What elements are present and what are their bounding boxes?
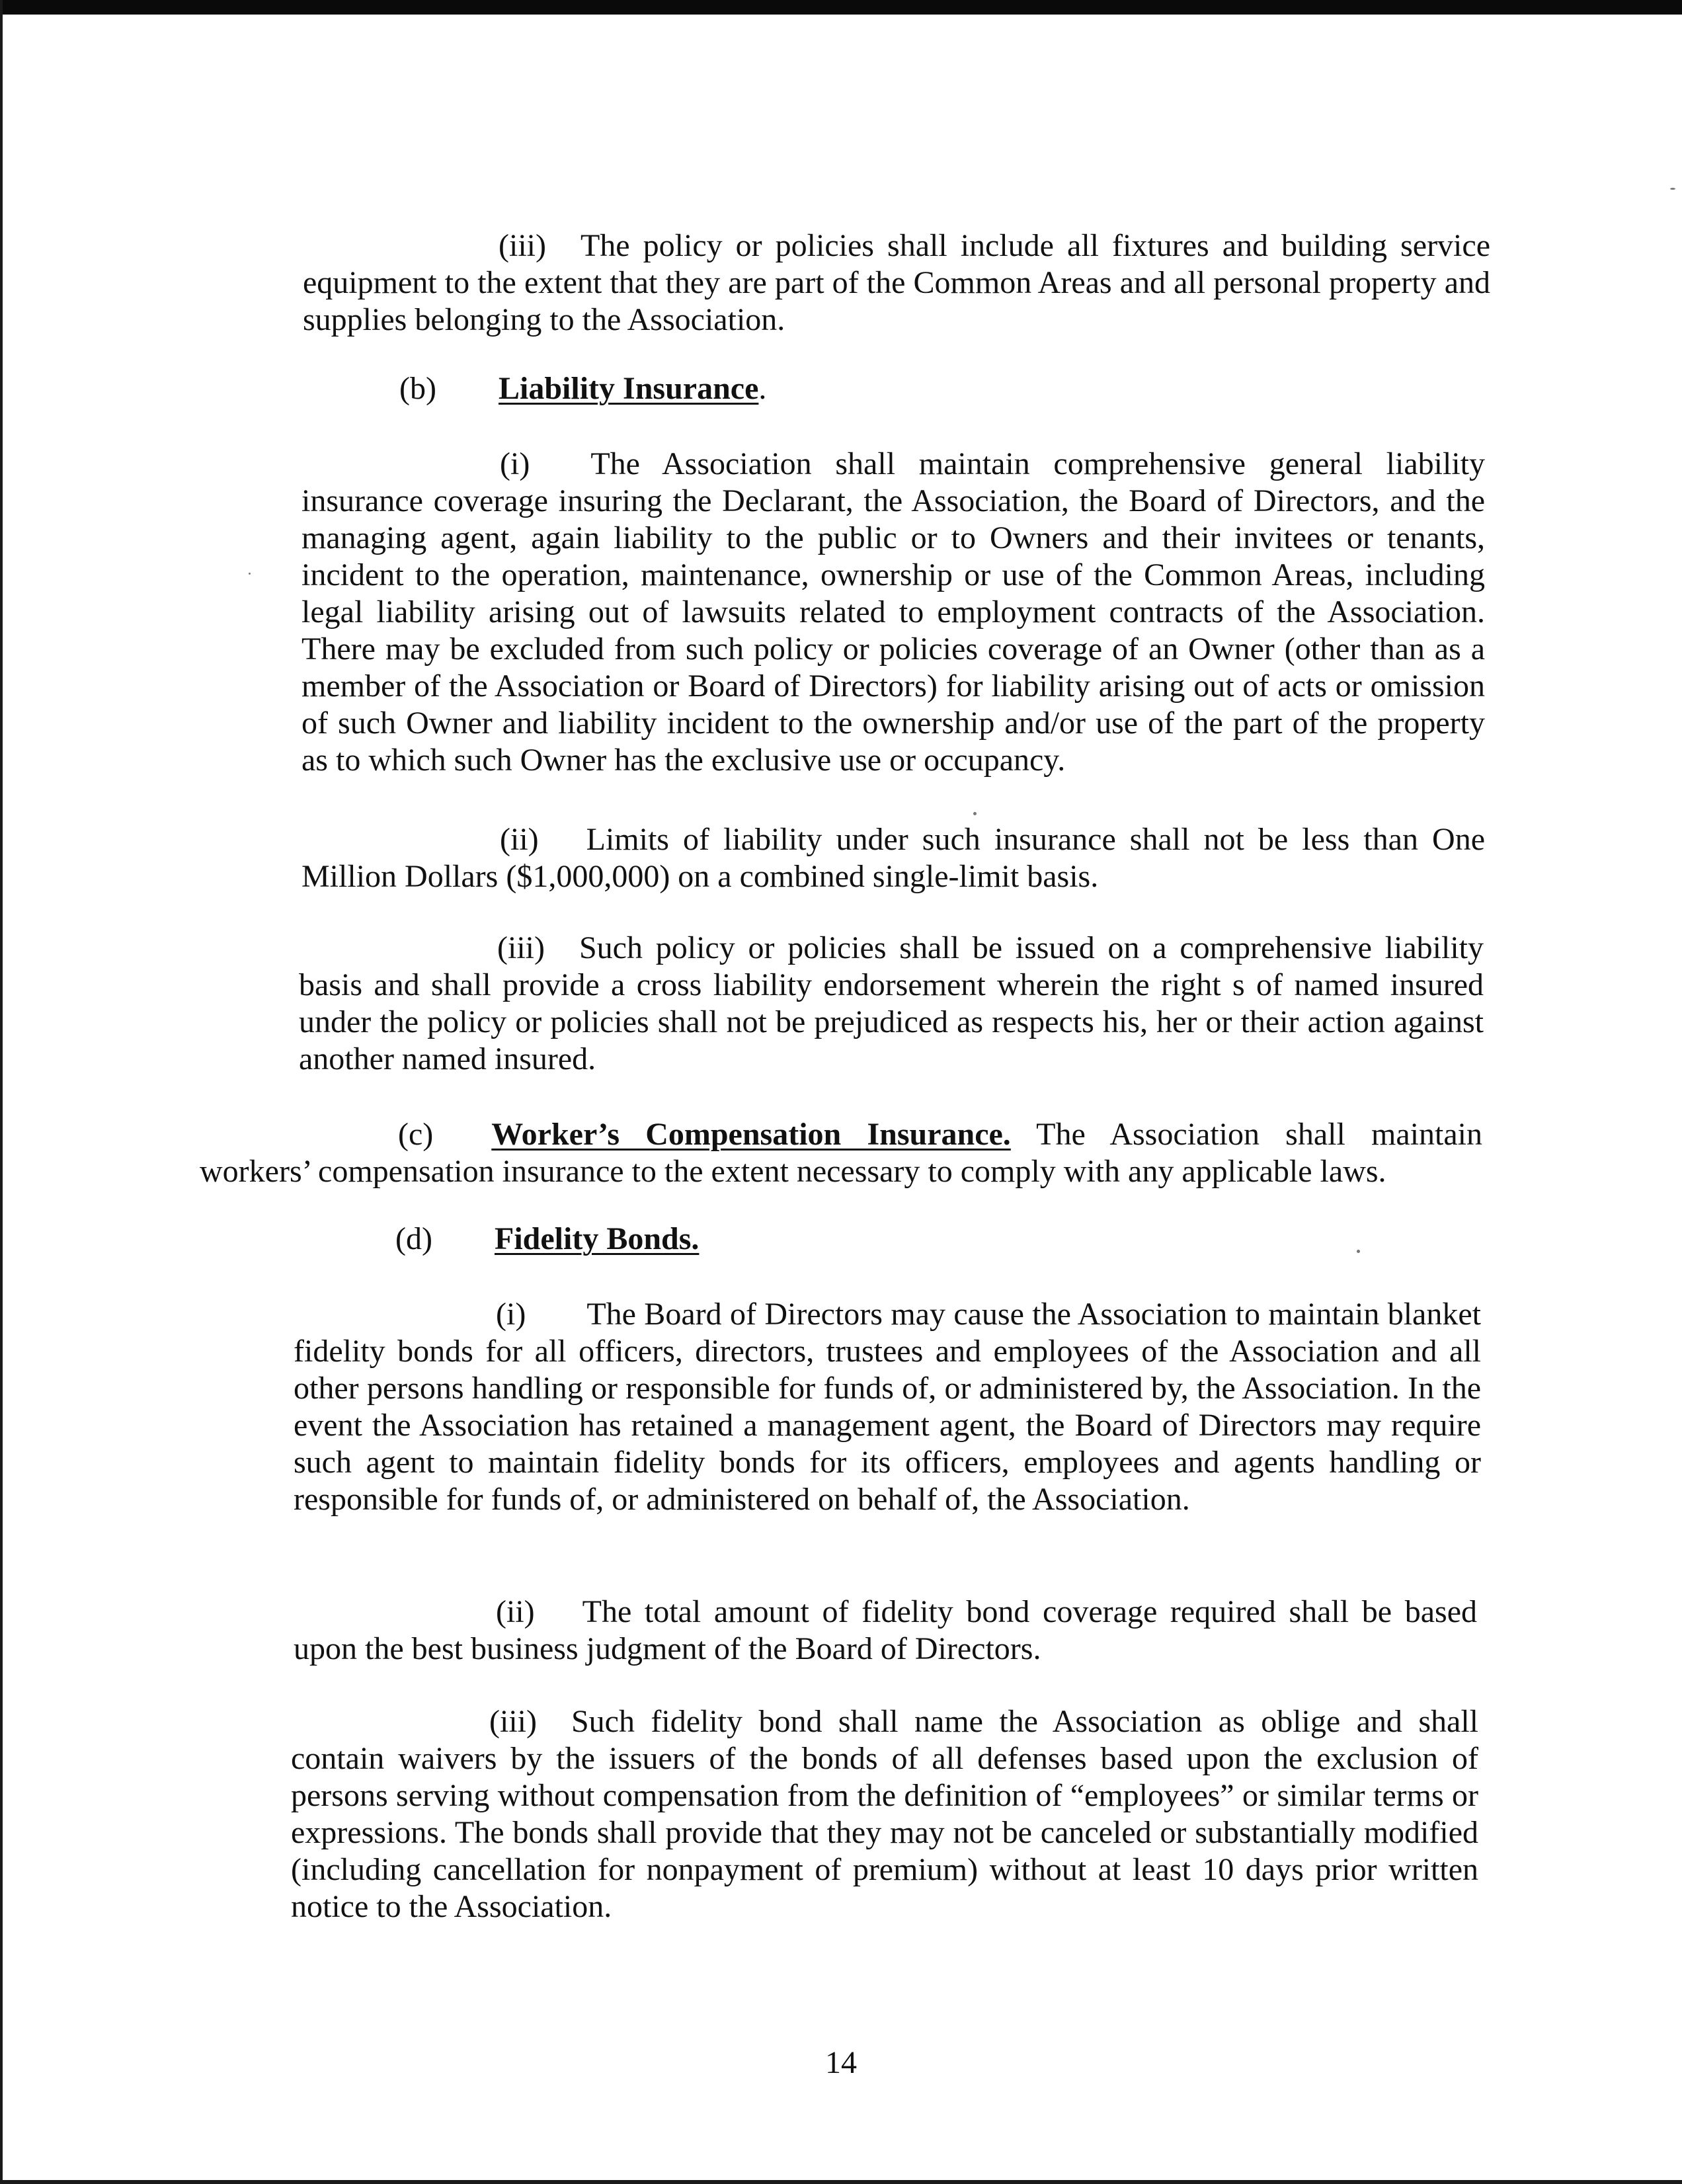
- section-title-suffix: .: [758, 371, 767, 406]
- clause-label: (iii): [499, 228, 546, 263]
- scan-speck: [249, 573, 251, 575]
- clause-text: The policy or policies shall include all fixtures and building service equipment to the extent that they are part of the Common Areas and all personal property and supplies belonging to the Association.: [303, 228, 1490, 337]
- clause-label: (ii): [496, 1594, 535, 1629]
- section-text: The Association shall maintain workers’ compensation insurance to the extent necessary to comply with any applicable laws.: [200, 1117, 1482, 1189]
- page-number: 14: [825, 2045, 857, 2080]
- scan-speck: [1670, 188, 1675, 190]
- section-title: Liability Insurance: [499, 371, 759, 406]
- scan-speck: [973, 812, 977, 815]
- clause-label: (iii): [489, 1704, 537, 1739]
- section-title: Worker’s Compensation Insurance.: [491, 1117, 1011, 1152]
- clause-label: (i): [496, 1297, 526, 1332]
- heading-b: [399, 370, 766, 407]
- section-mark: (d): [395, 1221, 432, 1256]
- clause-text: Such policy or policies shall be issued on a comprehensive liability basis and shall provide a cross liability endorsement wherein the right s of named insured under the policy or policies shall not be prejudiced as respects his, her or their action against another named insured.: [299, 930, 1484, 1076]
- paragraph-b-i: [301, 446, 1485, 779]
- clause-text: Such fidelity bond shall name the Association as oblige and shall contain waivers by the issuers of the bonds of all defenses based upon the exclusion of persons serving without compensation from the definition of “employees” or similar terms or expressions. The bonds shall provide that they may not be canceled or substantially modified (including cancellation for nonpayment of premium) without at least 10 days prior written notice to the Association.: [291, 1704, 1478, 1924]
- paragraph-d-i: [294, 1296, 1481, 1518]
- section-title: Fidelity Bonds.: [495, 1221, 700, 1256]
- clause-label: (iii): [497, 930, 545, 965]
- paragraph-b-iii: [299, 930, 1484, 1078]
- heading-d: [395, 1221, 699, 1258]
- clause-text: The Board of Directors may cause the Association to maintain blanket fidelity bonds for all officers, directors, trustees and employees of the Association and all other persons handling or responsible for funds of, or administered by, the Association. In the event the Association has retained a management agent, the Board of Directors may require such agent to maintain fidelity bonds for its officers, employees and agents handling or responsible for funds of, or administered on behalf of, the Association.: [294, 1297, 1481, 1517]
- clause-label: (ii): [500, 822, 539, 857]
- clause-text: The total amount of fidelity bond coverage required shall be based upon the best business judgment of the Board of Directors.: [294, 1594, 1477, 1666]
- clause-text: The Association shall maintain comprehensive general liability insurance coverage insuring the Declarant, the Association, the Board of Directors, and the managing agent, again liability to the public or to Owners and their invitees or tenants, incident to the operation, maintenance, ownership or use of the Common Areas, including legal liability arising out of lawsuits related to employment contracts of the Association. There may be excluded from such policy or policies coverage of an Owner (other than as a member of the Association or Board of Directors) for liability arising out of acts or omission of such Owner and liability incident to the ownership and/or use of the part of the property as to which such Owner has the exclusive use or occupancy.: [301, 446, 1485, 778]
- clause-label: (i): [500, 446, 530, 481]
- section-mark: (c): [398, 1117, 434, 1152]
- section-mark: (b): [399, 371, 436, 406]
- paragraph-c: [200, 1116, 1482, 1190]
- paragraph-d-ii: [294, 1594, 1477, 1668]
- paragraph-b-ii: [301, 821, 1485, 895]
- clause-text: Limits of liability under such insurance shall not be less than One Million Dollars ($1,000,000) on a combined single-limit basis.: [301, 822, 1485, 894]
- paragraph-a-iii: [303, 227, 1490, 339]
- scan-speck: [1357, 1250, 1360, 1253]
- paragraph-d-iii: [291, 1703, 1478, 1925]
